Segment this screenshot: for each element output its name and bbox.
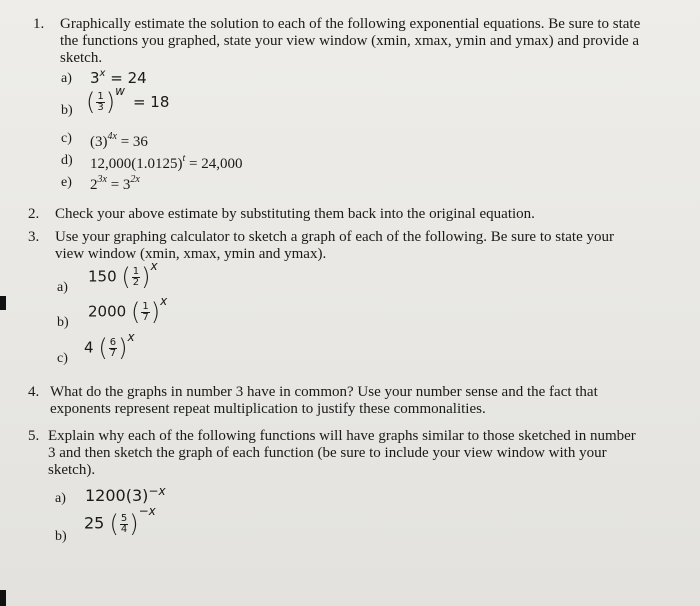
- q2-number: 2.: [28, 206, 40, 222]
- q1-number: 1.: [33, 16, 45, 32]
- q1e-label: e): [61, 175, 72, 190]
- q5-number: 5.: [28, 428, 40, 444]
- q5b-expression: 25 ( 5 4 ) $^{-x}$: [84, 503, 156, 538]
- q3-number: 3.: [28, 229, 40, 245]
- q1-line-3: sketch.: [60, 50, 103, 66]
- q3c-expression: 4 ( 6 7 ) $^x$: [84, 329, 135, 362]
- q1a-label: a): [61, 71, 72, 86]
- q3c-label: c): [57, 351, 68, 366]
- q5-line-1: Explain why each of the following functions will have graphs similar to those sketched in number: [48, 428, 636, 444]
- q1a-equation: $3^x = 24$: [90, 68, 147, 87]
- q3b-expression: 2000 ( 1 7 ) $^x$: [88, 293, 168, 326]
- q5a-label: a): [55, 491, 66, 506]
- binder-edge: [0, 590, 6, 606]
- q5b-label: b): [55, 529, 67, 544]
- q1-line-1: Graphically estimate the solution to each of the following exponential equations. Be sure to state: [60, 16, 641, 32]
- q5-line-3: sketch).: [48, 462, 96, 478]
- q3a-expression: 150 ( 1 2 ) $^x$: [88, 258, 158, 291]
- q1d-label: d): [61, 153, 73, 168]
- binder-edge: [0, 296, 6, 310]
- q4-line-1: What do the graphs in number 3 have in common? Use your number sense and the fact that: [50, 384, 598, 400]
- q3b-label: b): [57, 315, 69, 330]
- q1c-equation: $(3)^{4x} = 36$: [90, 131, 148, 150]
- q3-line-1: Use your graphing calculator to sketch a graph of each of the following. Be sure to state your: [55, 229, 614, 245]
- q5-line-2: 3 and then sketch the graph of each function (be sure to include your view window with your: [48, 445, 607, 461]
- q4-line-2: exponents represent repeat multiplication to justify these commonalities.: [50, 401, 486, 417]
- q1b-label: b): [61, 103, 73, 118]
- q3-line-2: view window (xmin, xmax, ymin and ymax).: [55, 246, 327, 262]
- q2-text: Check your above estimate by substituting them back into the original equation.: [55, 206, 535, 222]
- q4-number: 4.: [28, 384, 40, 400]
- q1d-equation: $12,000(1.0125)^t = 24,000$: [90, 153, 243, 172]
- q1c-label: c): [61, 131, 72, 146]
- q5a-expression: $1200(3)^{-x}$: [85, 484, 166, 505]
- q1-line-2: the functions you graphed, state your view window (xmin, xmax, ymin and ymax) and provide a: [60, 33, 640, 49]
- q1b-equation: ( 1 3 ) $^w$= 18: [86, 83, 170, 116]
- q3a-label: a): [57, 280, 68, 295]
- q1e-equation: $2^{3x} = 3^{2x}$: [90, 174, 140, 193]
